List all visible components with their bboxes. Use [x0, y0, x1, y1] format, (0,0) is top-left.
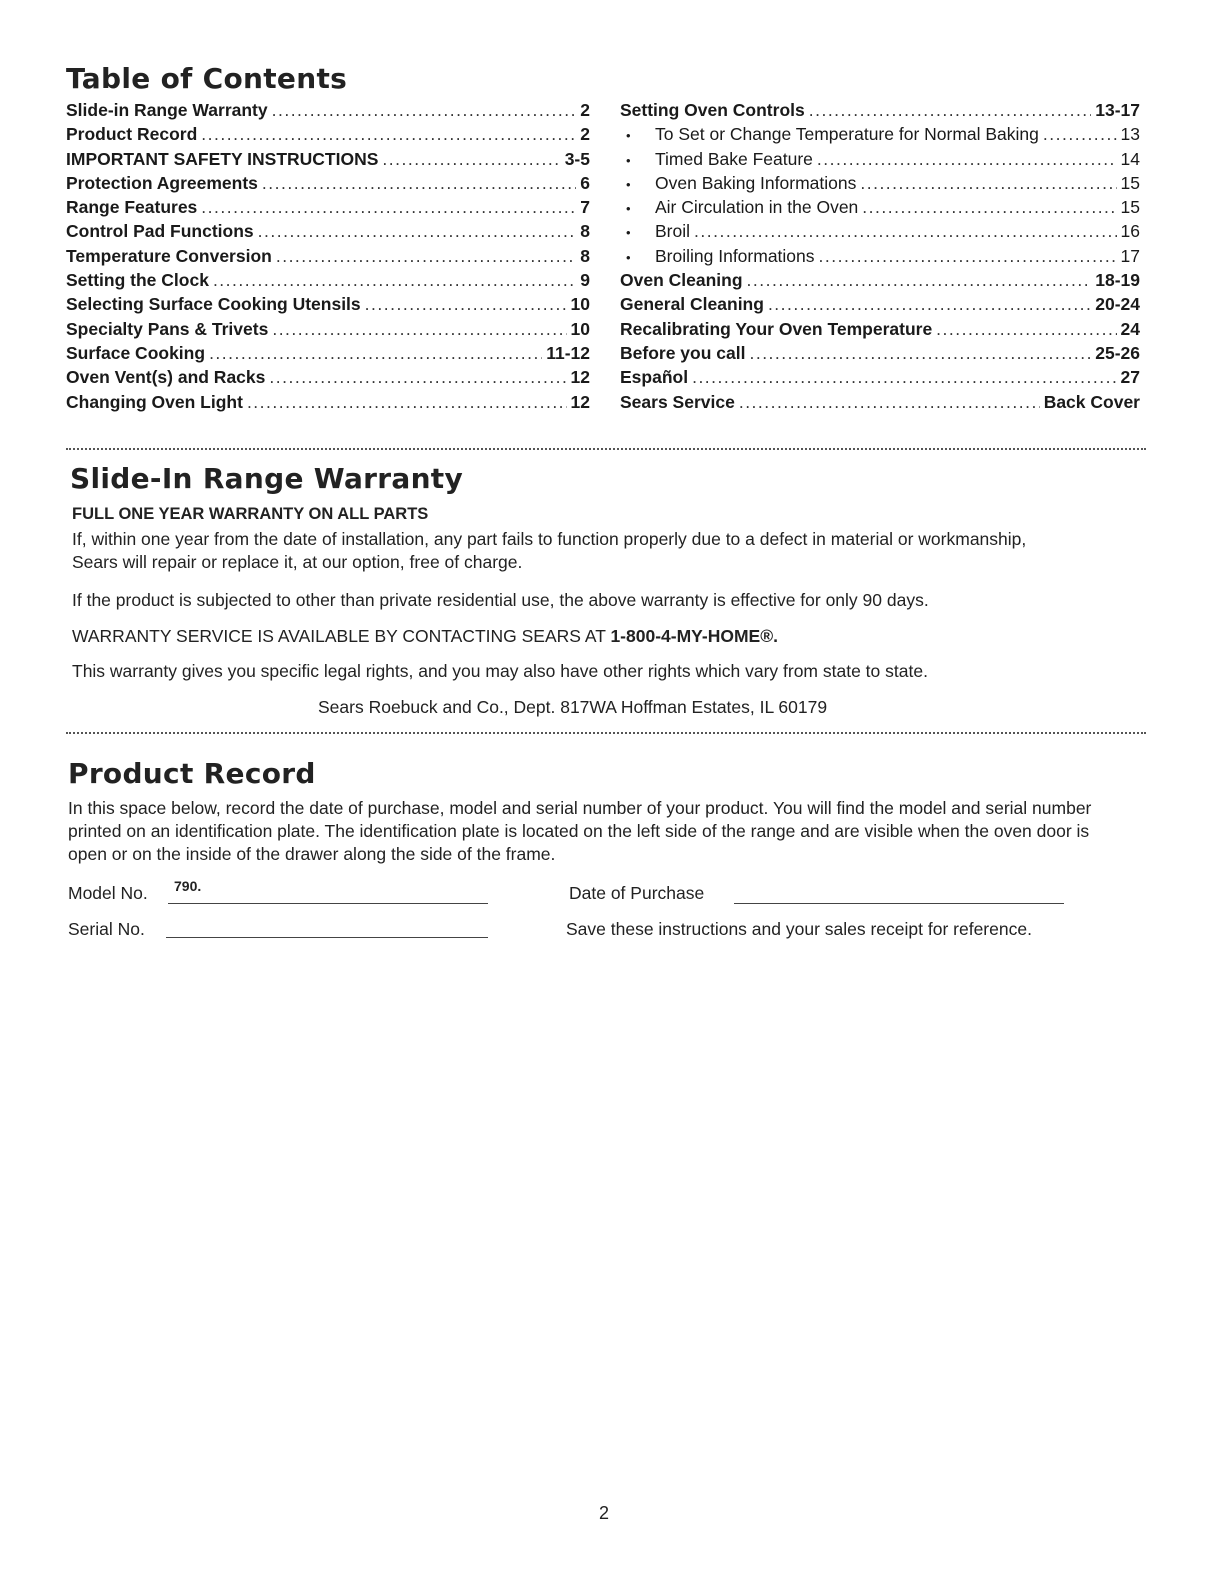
toc-entry[interactable]: [66, 124, 590, 148]
toc-left-column: [66, 100, 590, 416]
model-label: Model No.: [68, 883, 148, 903]
toc-entry[interactable]: [66, 246, 590, 270]
toc-entry-title: Oven Vent(s) and Racks: [66, 367, 266, 388]
toc-entry-page: 11-12: [546, 342, 590, 363]
toc-dot-leader: [862, 197, 1116, 218]
toc-entry[interactable]: [66, 197, 590, 221]
warranty-paragraph-2: If the product is subjected to other than private residential use, the above warranty is effective for only 90 days.: [72, 590, 929, 610]
toc-entry-title: Timed Bake Feature: [655, 148, 813, 169]
serial-field[interactable]: [166, 937, 488, 938]
date-of-purchase-field[interactable]: [734, 903, 1064, 904]
toc-entry-page: 15: [1120, 197, 1140, 218]
bullet-icon: •: [626, 225, 631, 241]
toc-entry-page: 15: [1120, 172, 1140, 193]
toc-entry-title: Recalibrating Your Oven Temperature: [620, 318, 933, 339]
toc-entry-page: 13: [1120, 124, 1140, 145]
warranty-service-line: [72, 625, 778, 648]
toc-dot-leader: [272, 319, 566, 340]
toc-entry-title: Specialty Pans & Trivets: [66, 318, 269, 339]
toc-entry-title: IMPORTANT SAFETY INSTRUCTIONS: [66, 148, 379, 169]
toc-entry-title: Oven Cleaning: [620, 270, 743, 291]
toc-dot-leader: [269, 367, 566, 388]
toc-entry-title: Oven Baking Informations: [655, 172, 857, 193]
toc-entry-page: 27: [1120, 367, 1140, 388]
toc-entry-page: 3-5: [564, 148, 590, 169]
toc-entry-title: Range Features: [66, 197, 198, 218]
toc-dot-leader: [262, 173, 576, 194]
toc-dot-leader: [694, 221, 1117, 242]
toc-entry[interactable]: [620, 100, 1140, 124]
toc-dot-leader: [272, 100, 577, 121]
toc-dot-leader: [747, 270, 1092, 291]
toc-dot-leader: [247, 392, 567, 413]
section-divider: [66, 732, 1146, 734]
bullet-icon: •: [626, 176, 631, 192]
toc-entry[interactable]: [620, 294, 1140, 318]
toc-entry-title: Control Pad Functions: [66, 221, 254, 242]
toc-entry[interactable]: [620, 197, 1140, 221]
warranty-phone: 1-800-4-MY-HOME®.: [610, 626, 778, 646]
toc-entry-title: Slide-in Range Warranty: [66, 100, 268, 120]
toc-dot-leader: [209, 343, 542, 364]
toc-entry[interactable]: [66, 392, 590, 416]
toc-entry[interactable]: [66, 173, 590, 197]
toc-entry-title: Product Record: [66, 124, 198, 145]
toc-entry[interactable]: [620, 221, 1140, 245]
toc-entry[interactable]: [66, 343, 590, 367]
toc-entry-title: Protection Agreements: [66, 172, 258, 193]
toc-right-column: [620, 100, 1140, 416]
toc-title: Table of Contents: [66, 62, 348, 95]
toc-entry[interactable]: [66, 270, 590, 294]
toc-dot-leader: [749, 343, 1091, 364]
toc-entry-page: 18-19: [1095, 270, 1140, 291]
warranty-paragraph-1: If, within one year from the date of installation, any part fails to function properly due to a defect in material or workmanship, Sears will repair or replace it, at our option, free of charge.: [72, 529, 1027, 572]
page-number: 2: [599, 1503, 610, 1523]
toc-dot-leader: [382, 149, 560, 170]
toc-dot-leader: [936, 319, 1116, 340]
toc-dot-leader: [201, 197, 576, 218]
toc-entry[interactable]: [620, 270, 1140, 294]
toc-entry-page: 2: [580, 124, 590, 145]
toc-dot-leader: [817, 149, 1117, 170]
toc-dot-leader: [692, 367, 1116, 388]
toc-entry[interactable]: [66, 367, 590, 391]
toc-entry-page: 12: [570, 391, 590, 412]
toc-entry-page: 2: [580, 100, 590, 120]
toc-entry[interactable]: [620, 343, 1140, 367]
warranty-service-text: WARRANTY SERVICE IS AVAILABLE BY CONTACTING SEARS AT: [72, 626, 611, 646]
product-record-intro: In this space below, record the date of purchase, model and serial number of your product. You will find the model and serial number printed on an identification plate. The identification plate is located on the left side of the range and are visible when the oven door is open or on the inside of the drawer along the side of the frame.: [68, 798, 1092, 864]
toc-entry-title: Español: [620, 367, 689, 388]
model-field[interactable]: [168, 903, 488, 904]
toc-entry-title: Broil: [655, 221, 691, 242]
bullet-icon: •: [626, 152, 631, 168]
toc-entry-page: 10: [570, 318, 590, 339]
product-record-title: Product Record: [68, 757, 316, 790]
toc-entry-page: 25-26: [1095, 342, 1140, 363]
toc-entry-title: Setting Oven Controls: [620, 100, 805, 120]
date-of-purchase-label: Date of Purchase: [569, 883, 705, 903]
toc-entry-page: 17: [1120, 245, 1140, 266]
toc-entry-title: Temperature Conversion: [66, 245, 272, 266]
warranty-paragraph-4: This warranty gives you specific legal rights, and you may also have other rights which vary from state to state.: [72, 661, 928, 681]
toc-entry-title: Surface Cooking: [66, 342, 206, 363]
toc-dot-leader: [860, 173, 1116, 194]
toc-entry-title: Before you call: [620, 342, 746, 363]
serial-label: Serial No.: [68, 919, 145, 939]
toc-entry-page: 13-17: [1095, 100, 1140, 120]
toc-entry-page: 14: [1120, 148, 1140, 169]
toc-dot-leader: [365, 294, 567, 315]
toc-entry[interactable]: [620, 149, 1140, 173]
toc-dot-leader: [739, 392, 1040, 413]
toc-dot-leader: [258, 221, 577, 242]
toc-entry[interactable]: [620, 124, 1140, 148]
save-instructions-note: Save these instructions and your sales receipt for reference.: [566, 919, 1032, 939]
toc-entry-title: To Set or Change Temperature for Normal Baking: [655, 124, 1039, 145]
toc-entry-title: Changing Oven Light: [66, 391, 243, 412]
toc-dot-leader: [213, 270, 576, 291]
toc-entry-page: 6: [580, 172, 590, 193]
toc-dot-leader: [819, 246, 1117, 267]
toc-entry-title: Selecting Surface Cooking Utensils: [66, 294, 361, 315]
toc-entry[interactable]: [620, 367, 1140, 391]
toc-entry[interactable]: [66, 100, 590, 124]
toc-entry-title: Sears Service: [620, 391, 735, 412]
toc-entry-title: Broiling Informations: [655, 245, 815, 266]
warranty-title: Slide-In Range Warranty: [70, 462, 464, 495]
toc-entry[interactable]: [620, 392, 1140, 416]
toc-entry-page: 9: [580, 270, 590, 291]
toc-entry-title: Air Circulation in the Oven: [655, 197, 859, 218]
toc-entry-page: 8: [580, 221, 590, 242]
toc-entry[interactable]: [66, 319, 590, 343]
toc-dot-leader: [276, 246, 576, 267]
toc-entry-title: Setting the Clock: [66, 270, 209, 291]
bullet-icon: •: [626, 128, 631, 144]
toc-dot-leader: [809, 100, 1092, 121]
toc-entry-page: 16: [1120, 221, 1140, 242]
toc-entry[interactable]: [66, 294, 590, 318]
toc-entry-page: 24: [1120, 318, 1140, 339]
toc-entry-title: General Cleaning: [620, 294, 764, 315]
toc-dot-leader: [201, 124, 576, 145]
warranty-subtitle: FULL ONE YEAR WARRANTY ON ALL PARTS: [72, 505, 429, 523]
toc-entry-page: 20-24: [1095, 294, 1140, 315]
toc-entry-page: Back Cover: [1043, 391, 1140, 412]
bullet-icon: •: [626, 249, 631, 265]
bullet-icon: •: [626, 201, 631, 217]
toc-entry[interactable]: [620, 319, 1140, 343]
toc-entry-page: 10: [570, 294, 590, 315]
section-divider: [66, 448, 1146, 450]
toc-dot-leader: [1043, 124, 1117, 145]
toc-entry-page: 12: [570, 367, 590, 388]
toc-entry[interactable]: [66, 149, 590, 173]
toc-entry-page: 7: [580, 197, 590, 218]
toc-dot-leader: [768, 294, 1091, 315]
model-value: 790.: [174, 878, 202, 894]
toc-entry[interactable]: [66, 221, 590, 245]
toc-entry-page: 8: [580, 245, 590, 266]
toc-entry[interactable]: [620, 173, 1140, 197]
toc-entry[interactable]: [620, 246, 1140, 270]
warranty-address: Sears Roebuck and Co., Dept. 817WA Hoffman Estates, IL 60179: [318, 697, 828, 717]
